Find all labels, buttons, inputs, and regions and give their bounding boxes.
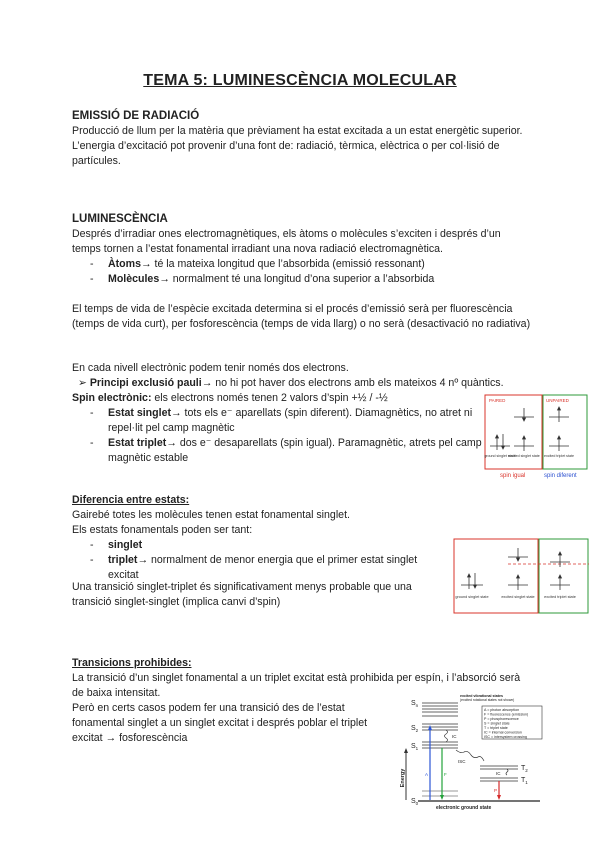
lumi-p3: En cada nivell electrònic podem tenir només dos electrons. bbox=[72, 362, 349, 374]
prohib-heading: Transicions prohibides: bbox=[72, 657, 192, 669]
legend-item: ISC = intersystem crossing bbox=[484, 735, 527, 739]
diag2-label-ground: ground singlet state bbox=[455, 595, 489, 599]
section-luminescencia bbox=[72, 212, 532, 287]
atoms-text: → té la mateixa longitud que l’absorbida (emissió ressonant) bbox=[140, 258, 425, 270]
label-s2: $S_2$ bbox=[411, 725, 419, 733]
list-item-diff-singlet: - singlet bbox=[90, 539, 143, 551]
emissio-p2: L’energia d’excitació pot provenir d’una font de: radiació, tèrmica, elèctrica o per col·lisió de partícules. bbox=[72, 140, 500, 167]
jablonski-diagram bbox=[396, 690, 546, 818]
atoms-term: Àtoms bbox=[108, 258, 141, 270]
caption-spin-diferent: spin diferent bbox=[544, 473, 577, 479]
legend-item: S = singlet state bbox=[484, 721, 510, 726]
prohib-p2: Però en certs casos podem fer una transició des de l’estat fonamental singlet a un singlet excitat i després poblar el triplet excitat → fosforescència bbox=[72, 702, 368, 744]
caption-spin-igual: spin igual bbox=[500, 473, 526, 479]
prohib-p1: La transició d’un singlet fonamental a un triplet excitat està prohibida per espín, i l’absorció serà de baixa intensitat. bbox=[72, 672, 521, 699]
page-title: TEMA 5: LUMINESCÈNCIA MOLECULAR bbox=[143, 72, 457, 89]
diff-singlet-term: singlet bbox=[108, 539, 143, 551]
pauli-term: Principi exclusió pauli bbox=[89, 377, 202, 389]
note-rotational: (excited rotational states not shown) bbox=[460, 698, 515, 702]
pauli-line bbox=[72, 376, 542, 391]
ic-wavy-arrow bbox=[445, 730, 448, 742]
spin-states-diagram bbox=[484, 394, 588, 482]
ic-t-wavy-arrow bbox=[506, 769, 508, 775]
triplet-text: → dos e⁻ desaparellats (spin igual). Paramagnètic, atrets pel camp magnètic estable bbox=[108, 437, 482, 464]
label-ic-1: IC bbox=[452, 734, 457, 739]
label-isc: ISC bbox=[458, 759, 466, 764]
label-t2: $T_2$ bbox=[521, 765, 528, 773]
label-f: F bbox=[444, 772, 447, 777]
pauli-arrow-icon: ➢ bbox=[78, 377, 87, 389]
pauli-text: → no hi pot haver dos electrons amb els mateixos 4 nº quàntics. bbox=[201, 377, 504, 389]
list-item-triplet: - Estat triplet→ dos e⁻ desaparellats (spin igual). Paramagnètic, atrets pel camp magnètic estable bbox=[90, 437, 482, 464]
label-excited-triplet: excited triplet state bbox=[544, 454, 574, 458]
molecules-text: → normalment té una longitud d’ona superior a l’absorbida bbox=[159, 273, 435, 285]
legend-item: IC = internal conversion bbox=[484, 730, 522, 735]
legend-item: T = triplet state bbox=[484, 726, 508, 730]
triplet-term: Estat triplet bbox=[108, 437, 167, 449]
label-p: P bbox=[494, 788, 498, 793]
label-s1: $S_1$ bbox=[411, 743, 419, 751]
legend-item: F = fluorescence (emission) bbox=[484, 712, 529, 717]
singlet-term: Estat singlet bbox=[108, 407, 171, 419]
section-emissio bbox=[72, 109, 532, 169]
note-vibrational: excited vibrational states bbox=[460, 694, 503, 698]
molecules-term: Molècules bbox=[108, 273, 160, 285]
legend-item: P = phosphorescence bbox=[484, 717, 519, 721]
diff-heading: Diferencia entre estats: bbox=[72, 494, 190, 506]
paired-heading: PAIRED bbox=[489, 398, 506, 403]
singlet-box bbox=[454, 539, 538, 613]
label-sn: $S_n$ bbox=[411, 700, 419, 708]
ground-states-diagram bbox=[453, 538, 589, 614]
section-diferencia bbox=[72, 493, 532, 538]
diag2-label-excited-singlet: excited singlet state bbox=[501, 595, 535, 599]
label-ground-singlet: ground singlet state bbox=[484, 454, 516, 458]
label-t1: $T_1$ bbox=[521, 777, 528, 785]
spin-term: Spin electrònic: bbox=[72, 392, 152, 404]
emissio-p1: Producció de llum per la matèria que prèviament ha estat excitada a un estat energètic superior. bbox=[72, 125, 523, 137]
list-item-singlet: - Estat singlet→ tots els e⁻ aparellats (spin diferent). Diamagnètics, no atret ni repel·lit pel camp magnètic bbox=[90, 407, 473, 434]
label-ic-2: IC bbox=[496, 771, 501, 776]
label-a: A bbox=[425, 772, 429, 777]
lumi-p1: Després d’irradiar ones electromagnètiques, els àtoms o molècules s’exciten i després d’un temps tornen a l’estat fonamental irradiant una nova radiació electromagnètica. bbox=[72, 228, 501, 255]
label-excited-singlet: excited singlet state bbox=[508, 454, 540, 458]
emissio-heading: EMISSIÓ DE RADIACIÓ bbox=[72, 110, 200, 122]
singlet-text: → tots els e⁻ aparellats (spin diferent). Diamagnètics, no atret ni repel·lit pel camp magnètic bbox=[108, 407, 473, 434]
spin-text: els electrons només tenen 2 valors d’spin +½ / -½ bbox=[151, 392, 388, 404]
diff-triplet-term: triplet bbox=[108, 554, 138, 566]
diff-p2: Els estats fonamentals poden ser tant: bbox=[72, 524, 253, 536]
list-item-diff-triplet: - triplet→ normalment de menor energia que el primer estat singlet excitat bbox=[90, 554, 418, 581]
lumi-p2: El temps de vida de l’espècie excitada determina si el procés d’emissió serà per fluorescència (temps de vida curt), per fosforescència (temps de vida llarg) o no serà (desactivació no radiativa) bbox=[72, 303, 531, 330]
spin-list bbox=[72, 406, 482, 466]
diff-p1: Gairebé totes les molècules tenen estat fonamental singlet. bbox=[72, 509, 350, 521]
diff-p3: Una transició singlet-triplet és significativament menys probable que una transició singlet-singlet (implica canvi d’spin) bbox=[72, 581, 412, 608]
triplet-box bbox=[539, 539, 588, 613]
unpaired-heading: UNPAIRED bbox=[546, 398, 569, 403]
diag2-label-excited-triplet: excited triplet state bbox=[544, 595, 576, 599]
diff-triplet-text: → normalment de menor energia que el primer estat singlet excitat bbox=[108, 554, 418, 581]
label-s0: $S_0$ bbox=[411, 798, 419, 806]
spin-line bbox=[72, 391, 462, 406]
energy-axis-label: Energy bbox=[400, 768, 406, 788]
diff-list bbox=[72, 538, 447, 583]
list-item-molecules: - Molècules→ normalment té una longitud d’ona superior a l’absorbida bbox=[90, 273, 435, 285]
legend-item: A = photon absorption bbox=[484, 708, 520, 712]
lumi-heading: LUMINESCÈNCIA bbox=[72, 213, 168, 225]
label-ground-state: electronic ground state bbox=[436, 805, 492, 811]
list-item-atoms: - Àtoms→ té la mateixa longitud que l’absorbida (emissió ressonant) bbox=[90, 258, 425, 270]
